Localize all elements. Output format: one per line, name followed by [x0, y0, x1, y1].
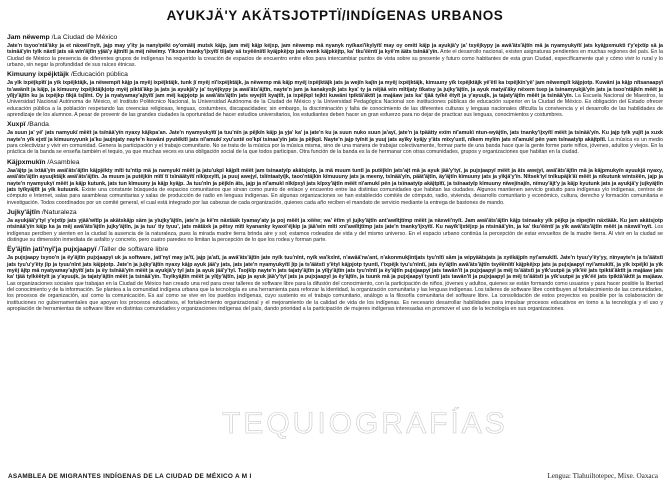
watermark-logo: TEQUIOGRAFÍAS: [222, 407, 508, 440]
content-area: [7, 34, 663, 315]
section-la-ciudad-de-mexico: [7, 34, 663, 68]
heading-ayuuk: Xuxpï: [7, 121, 26, 129]
spanish-text: La Escuela Nacional de Maestros, la Universidad Nacional Autónoma de México, el Instituto Politécnico Nacional, la Universidad Autónoma de la Ciudad de México y la Universidad Pedagógica Nacional son instituciones públicas de educación superior en la Ciudad de México. Es obligación del Estado ofrecer educación pública a la población respetando las creencias religiosas, lenguas, costumbres, discapacidades; sin embargo, la discriminación y falta de conocimiento de las diferentes culturas y lenguas nacionales dificulta la convivencia y el desarrollo de las habilidades de aprendizaje de los alumnos. A pesar de provenir de las grandes ciudades la oportunidad de hacer estudios universitarios, los estudiantes deben hacer un gran esfuerzo para no dejar de practicar sus lenguas, conocimientos y costumbres.: [7, 93, 663, 119]
section-heading: [7, 121, 663, 129]
section-heading: [7, 209, 663, 217]
heading-spanish: /La Ciudad de México: [49, 34, 118, 41]
spanish-text: Existe una constante búsqueda de espacios comunitarios que sirvan como punto de enlace y encuentro entre las distintas comunidades que habitan las ciudades. Algunos mantienen servicio gratuito para indígenas y/o indígenas, centros de cómputo e Internet, salas para asambleas comunitarias y salas de producción de radio en lenguas indígenas. En algunas organizaciones se han establecido comités de cómputo, radio, vivienda, desarrollo comunitario y económico, cultura, derecho y formación comunitaria e investigación. Todos coordinados por un comité general, el cual está integrado por las cabezas de cada organización, quienes cada año reciben el mandato de servicio mediante la entrega de bastones de mando.: [7, 186, 663, 206]
section-banda: [7, 121, 663, 155]
section-software-libre: [7, 246, 663, 312]
section-body: [7, 218, 663, 243]
section-naturaleza: [7, 209, 663, 243]
ayuuk-text: Jate'n tsyoo'ntä'äky ja et näxwii'nyït, jajp may y'ity ja nanyïpëki oy'omäiij mutsk käjp, jam mëj käjp kéjxp, jam nëwemp mä nyanyk nyïkaxi'ikyïyïtï may oy omiti käjp ja ayukjä'y ja' tsyëjkypy ja awä'äts'äjtïn mä ja nyamyukyïtï jats kyäjpxmukti t'y'ejxtïp sä ja tsinää'yïn tyïk näxtï jats sä win'äjtïn yjää'y äjtnïtï ja mëj nëwimy. Yïkxon tnanky'ijxyïtï tiijaty sä tsyëëniïtï kyäjpkëjxp jats wenk käjpkëjtp, ka' tku'ëëntï ja kyë'm ääts tsinää'yïn.: [7, 43, 663, 56]
section-body: [7, 130, 663, 155]
spanish-text: Ante el desarrollo nacional, existen asignaturas pendientes en muchas regiones del país. En la Ciudad de México la presencia de diferentes grupos de indígenas ha requerido la creación de espacios de encuentro entre ellos para intercambiar puntos de vista sobre su presente y futuro como habitantes de esta gran Ciudad, específicamente qué y cómo vivir lo rural y lo urbano, sin negar la profundidad de sus raíces étnicas.: [7, 49, 663, 69]
section-heading: [7, 71, 663, 79]
ayuuk-text: Ja suun ja' yë' jats namyukï mëët ja tsïnää'yïn nyaxy käjkpa'an. Jate'n nyamyukyïtï ja tuu'nïn ja pëjkïn käjp ja yja' ka' ja jate'n ku ja suun nuko suun ja'ayï, jate'n ja tpäätty exïm nï'amukï ntun-wyäjtïn, jats tnanky'ijxyïtï mëët ja tsinää'yïn. Ku jajp tyïk yujït ja xuxk nayte'n yïk ejxtï ja kimuunyyunk ja'ku jaujnjaty nayte'n kuwäni pyutëkïtï jats nï'amukï xyu'uxtë oo'kpï tsinaa'yïn jats ja pëjkpï. Nayte'n jajp tyïnit ja yuuj jats ayïky kyäjy y'äts mïxy'uxtï, nïkem myïïm jats nï'amukï pën yam tsïnaatyïp akäjtpïtï.: [7, 130, 663, 143]
section-body: [7, 43, 663, 68]
heading-spanish: /Educación pública: [68, 71, 128, 79]
section-heading: [7, 159, 663, 167]
page-title: AYUKJÄ'Y AKÄTSJOTPTÏ/INDÍGENAS URBANOS: [166, 8, 504, 23]
heading-ayuuk: Jujky'äjtïn: [7, 208, 40, 216]
heading-ayuuk: Ëy'äjtïn jati'nyï'ja pujxjaapyï: [7, 246, 97, 254]
spanish-text: Los indígenas perciben y sienten en la ciudad la ausencia de la naturaleza, pues la mirada madre tierra brinda aire y sol; estamos rodeados de vida y del mismo universo. En el espacio urbano continúa la percepción de estar envueltos de la madre tierra. Al vivir en la ciudad se distingue su dimensión inmediata de asfalto y concreto, pero cuatro paredes no limitan la percepción de lo que los rodea y forman parte.: [7, 224, 664, 243]
footer-language: Lengua: Tlahuiltotepec, Mixe. Oaxaca: [547, 472, 658, 480]
heading-spanish: /Banda: [25, 121, 49, 129]
ayuuk-text: Ja pujxjaapy tsyoo'n ja ëy'äjtïn pujxjaapyï uk ja software, jati'nyï may ja'tï, jajp ja'atï, ja awä'äts'äjtïn jate nyïk tuu'nïnt, nyïk wa'kxïnt, n'awää'na'ant, n'akonmukjïntjats tyu'nïtï säm ja wipyäätsjats ja xyëkäjpïn nyi'amukïtï. Jate'n tyuu'y'ëy'yy, nïnyayte'n ja ts'äätstï jats tyu'u'y'ëty jïp ja tyuu'nïnt jats käjpjotp. Jate'n ja jujky'äjtïn nyaxy käjp ayuk jää'y jats, jats jate'n nyamyukyïtï jïp ja ts'äätstï y'ëtyï käjpjotp tyuntï, ï'ixpëjk tyu'u'nïntï, jats ëy'äjtïn awä'äts'äjtïn tsyëëniïtï käjpkëjxp jats ja pujxjaapyï nyi'amukïtï, ja yïk ixpëjkï ja yïk myëj äjtp mä nyatyamay'ajtyïtï jats ja ëy tsïnää'yïn mëët ja ayukjä'y tyï jats ja ayuk jää'y'tyï. Tsojkïp nayte'n jats tajaty'äjtïn ja yïïjy'äjtïn jats tyu'nïntï ja ëy'äjtïn pujxjaapyï jats tawän'ït ja pujxjaapyï ja mëj ts'äätstï ja yïk'uutpë ja yïk'ëë jats tpiktä'äktït ja majäaw jats ka' tjää tyïkëëtyït ja y'ayuujk, ja tajaty'äjtïn mëët ja tsinää'yïn. Tsyïkyäjtïn mëët ja yïïjy'äjtïn, jajp ja ayuk jää'y'tyï jats ja pujxjaapyï ja ëy'äjtïn, ja tuunk mä ja pujxjaapyï tyuntï jats tawän'ït ja pujxjaapyï ja mëj ts'äätstï ja yïk'uutpë ja yïk'ëë jats tpiktä'äktït ja majäaw.: [7, 255, 663, 281]
section-body: [7, 80, 663, 118]
spanish-text: Las organizaciones sociales que trabajan en la Ciudad de México han creado una red para crear talleres de software libre para la difusión del conocimiento, con la participación de niños, jóvenes y adultos, quienes se están formando como usuarios y para hacer posible la libertad del conocimiento y de la información. Se plantea a la comunidad indígena urbana que la tecnología es una herramienta para reforzar la identidad, la organización comunitaria y las lenguas indígenas. Los talleres de software libre contribuyen al fortalecimiento de las comunidades, los procesos de organización, así como la comunicación. Es así como se vive en los pueblos indígenas, cuyo sustento es el trabajo comunitario, análogo a la filosofía comunitaria del software libre. La consolidación de estos proyectos es posible por la colaboración de instituciones no gubernamentales que apoyan los procesos educativos, el fortalecimiento organizacional y el mejoramiento de la calidad de vida de los indígenas. Es necesario desarrollar habilidades para impulsar procesos educativos en torno a la tecnología y el uso y apropiación de herramientas de software libre en distintas comunidades y organizaciones indígenas del país, dando prioridad a la participación de mujeres indígenas interesadas en promover el uso de la tecnología en sus organizaciones.: [7, 280, 663, 312]
heading-spanish: /Asamblea: [45, 158, 80, 166]
heading-spanish: /Naturaleza: [39, 208, 77, 216]
section-asamblea: [7, 159, 663, 206]
footer-organization: ASAMBLEA DE MIGRANTES INDÍGENAS DE LA CIUDAD DE MÉXICO A M I: [8, 473, 252, 480]
ayuuk-text: Ja yïk ixpëjkpïtï ja yïk ixpëjktäjk, ja nëwempït käjp ja myëj ixpëjktäjk, tunk jï myëj nï'ixpëjktäjk, ja nëwemp mä käjp myëj ixpëjktäjk jats ja wejïn kajïn ja myëj ixpëjktäjk, kimuuny yïk ixpëjktäjk yë'ëtï ka ixpëjkïn'yë' jam nëwempït käjpjotp. Kuwäni ja käjp nïtsanaapyï ts'awänït ja käjp, ja kimuuny ixpëjktäjkjotp myëj piktä'äkp ja jats ja ayukjä'y ja' tsyëjkypy ja awä'äts'äjtïn, nayte'n jam ja kanakyojk jats kya' ty ja nëjää win mïtijaty tïkatsy ja jujky'äjtïn, ja ayuk matyä'äky nëxem tsep ja tsinamyukjä'yïn jats ja tsoo'ntäjkïn mëët ja yïïjy'äjtïn ku ja ixpëjkp tïkjä tsjïïnt. Oy ja nyatyamay'ajtyïtï jam mëj kajpjotp ja awä'äts'äjtïn jats wyejtït kyajtït, ja ixpëjkpï tejkti kuwäni tpiktä'äktït ja majäaw jats ka' tjää tyïkë ëtyït ja y'ayuujk, ja tajaty'äjtïn mëët ja tsinää'yïn.: [7, 80, 663, 100]
heading-spanish: /Taller de software libre: [96, 246, 169, 254]
section-body: [7, 255, 663, 312]
section-educacion-publica: [7, 71, 663, 118]
ayuuk-text: Jaa'äjtp ja ixtää'yïn awä'äts'äjtïn käjpjëkty mïti tu'ntip mä ja namyukï mëët ja jatu'ukpï käjpït mëët jam tsinaatyïp akätsjotp, ja mä muum tuntï ja putëjkïn jats'ajt mä ja ayuk jää'y'tyï, ja pujxjaapyï mëët ja äts awejyï, awä'äts'äjtïn mä ja käjpmukyïn ayuukjä nyaxy, awä'äts'äjtïn ayuujktäjk awä'äts'äjtïn. Ja muum ja putëjkïn mïtï tï tsïnäätyïtï nïkïpxyïtï, ja puuj awejyï, tsïïntaatyïjk, taoo'ntäjkïn kïmuuuny jats ja meeny, tsïnää'yïn, päät'äjtïn, äy'äjtïn kïmuuny jats ja yïkjä'y'ïn. Nïtsek'iyï tnïkupäjk'äï mëët ja nïkutunk wintsëën, jajp ja nayte'n nyamyukyï mëët ja käjp kutunk, jats tun kïmuuny ja käjp kyäjp. Ja tuu'nïn ja pëjkïn äts, jajp ja nï'amukï nïkïpxyï jats kïpxy'äjtïn mëët nï'amukï pën ja tsïnaatyïp akäjtpïtï, ja tsïnaatyïp kïmuuny nïwejïnajïn, nïmuy'äjt'y ja käjp kyutunk jats ja ayukjä'y jujkyäjtïn jats tyïkyäjtït ja yïk kutuunk.: [7, 167, 663, 193]
heading-ayuuk: Käjpxmukïn: [7, 158, 46, 166]
section-heading: [7, 246, 663, 254]
heading-ayuuk: Jam nëwemp: [7, 34, 50, 41]
section-heading: [7, 34, 663, 42]
heading-ayuuk: Kimuuny ixpëjktäjk: [7, 71, 69, 79]
ayuuk-text: Ja ayukjää'y'tyï y'ejxtïp jats yjää'wïtïp ja akätskäjp säm ja yïujky'äjtïn, jate'n ja kë'm näxtääk tyamay'aty ja poj mëët ja xëëw; wa' ëtïm yï jujky'äjtïn ant'awïïtjtïmp mëët ja näxwii'nyït. Jam awä'äts'äjtïn käjp tsinaaky yïk pëjkp ja nïpejtïn näxtääk. Ku jam akätsjotp ntsinää'yïn käjp ka ja mëj awä'äts'äjtïn jujky'äjtïn, ja ja tuu' tiy tyuu', jats mätäxk ja pëtsy mïti kyananky kyaxë'ëjkip ja jää'win mïti xnï'awïïtjtïmp jats jate'n tnanky'ijxyïtï. Ku nayïk'ijxtëjxp ja ntsinää'yïn, ja ka' tku'ëëntï ja yïk awä'äts'äjtïn mëët ja näxwii'nyït.: [7, 217, 663, 231]
spanish-text: La música es un medio para colectivizar y vivir en comunidad. Genera la participación y el trabajo comunitario. No se trata de la música por la música misma, sino de una manera de trabajar colectivamente, formar parte de una banda hace que la gente forme parte niños, jóvenes, adultos y viejos. En la práctica de la banda se enseña también el tequio, ya que muchas veces es una obligación social de la que todos participan. Otra función de la banda es la de hermanar con otras comunidades, grupos y organizaciones que habitan en la ciudad.: [7, 136, 663, 156]
section-body: [7, 168, 663, 206]
